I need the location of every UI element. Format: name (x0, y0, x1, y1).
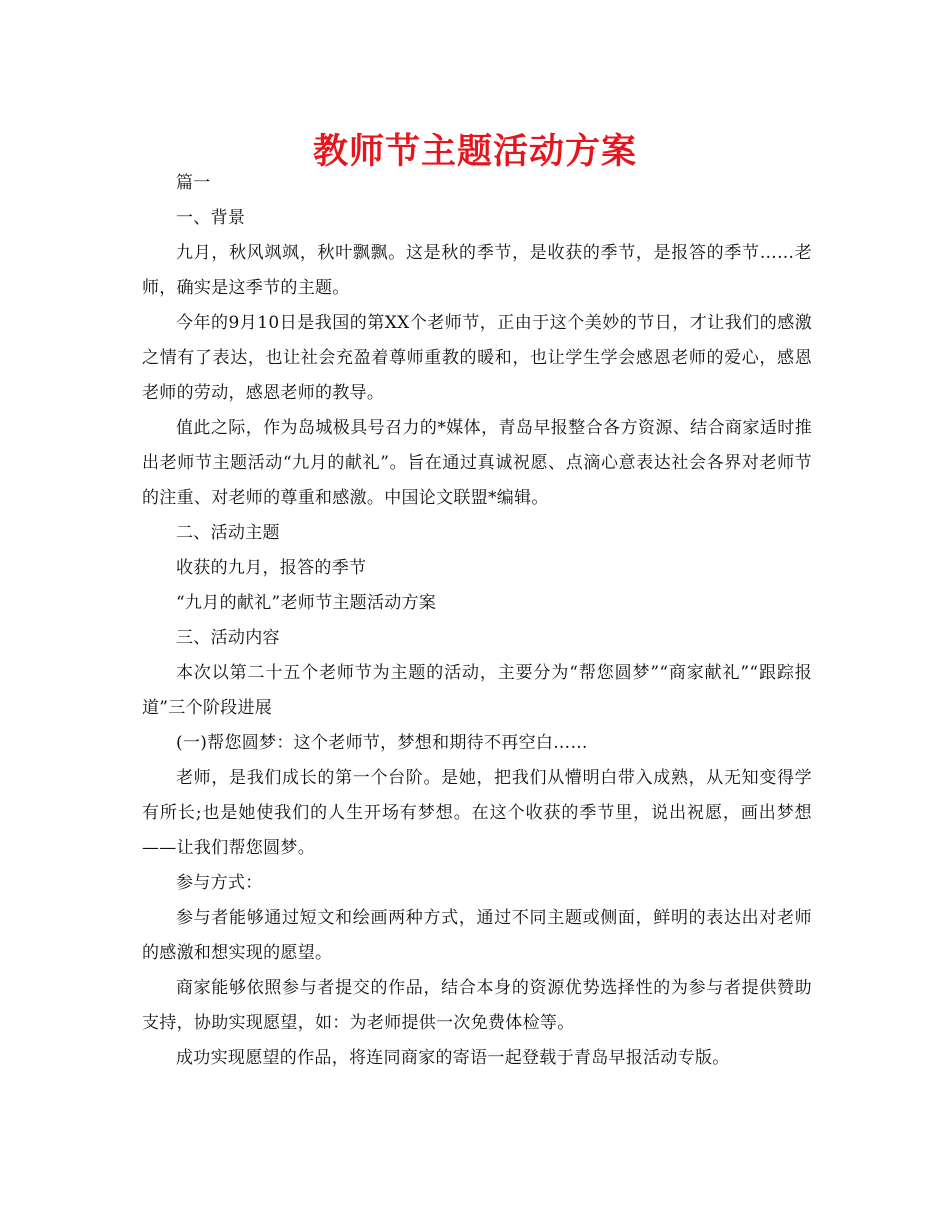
document-title: 教师节主题活动方案 (312, 132, 637, 172)
paragraph: 老师，是我们成长的第一个台阶。是她，把我们从懵明白带入成熟，从无知变得学有所长;也是她使我们的人生开场有梦想。在这个收获的季节里，说出祝愿，画出梦想——让我们帮您圆梦。 (142, 768, 812, 858)
heading-activity-theme: 二、活动主题 (176, 523, 280, 543)
paragraph: “九月的献礼”老师节主题活动方案 (176, 593, 437, 613)
paragraph: 收获的九月，报答的季节 (176, 558, 367, 578)
paragraph: 本次以第二十五个老师节为主题的活动，主要分为“帮您圆梦”“商家献礼”“跟踪报道”三个阶段进展 (142, 663, 812, 718)
heading-activity-content: 三、活动内容 (176, 628, 280, 648)
paragraph: 值此之际，作为岛城极具号召力的*媒体，青岛早报整合各方资源、结合商家适时推出老师节主题活动“九月的献礼”。旨在通过真诚祝愿、点滴心意表达社会各界对老师节的注重、对老师的尊重和感激。中国论文联盟*编辑。 (142, 418, 812, 508)
subheading-dream: (一)帮您圆梦：这个老师节，梦想和期待不再空白…… (176, 733, 588, 753)
subheading-participation: 参与方式： (176, 873, 263, 893)
paragraph: 成功实现愿望的作品，将连同商家的寄语一起登载于青岛早报活动专版。 (176, 1048, 730, 1068)
paragraph-section-label: 篇一 (176, 173, 211, 193)
paragraph: 参与者能够通过短文和绘画两种方式，通过不同主题或侧面，鲜明的表达出对老师的感激和想实现的愿望。 (142, 908, 812, 963)
paragraph: 九月，秋风飒飒，秋叶飘飘。这是秋的季节，是收获的季节，是报答的季节……老师，确实是这季节的主题。 (142, 243, 812, 298)
paragraph: 今年的9月10日是我国的第XX个老师节，正由于这个美妙的节日，才让我们的感激之情有了表达，也让社会充盈着尊师重教的暖和，也让学生学会感恩老师的爱心，感恩老师的劳动，感恩老师的教导。 (142, 313, 812, 403)
paragraph: 商家能够依照参与者提交的作品，结合本身的资源优势选择性的为参与者提供赞助支持，协助实现愿望，如：为老师提供一次免费体检等。 (142, 978, 812, 1033)
document-body (142, 166, 812, 1076)
heading-background: 一、背景 (176, 208, 246, 228)
